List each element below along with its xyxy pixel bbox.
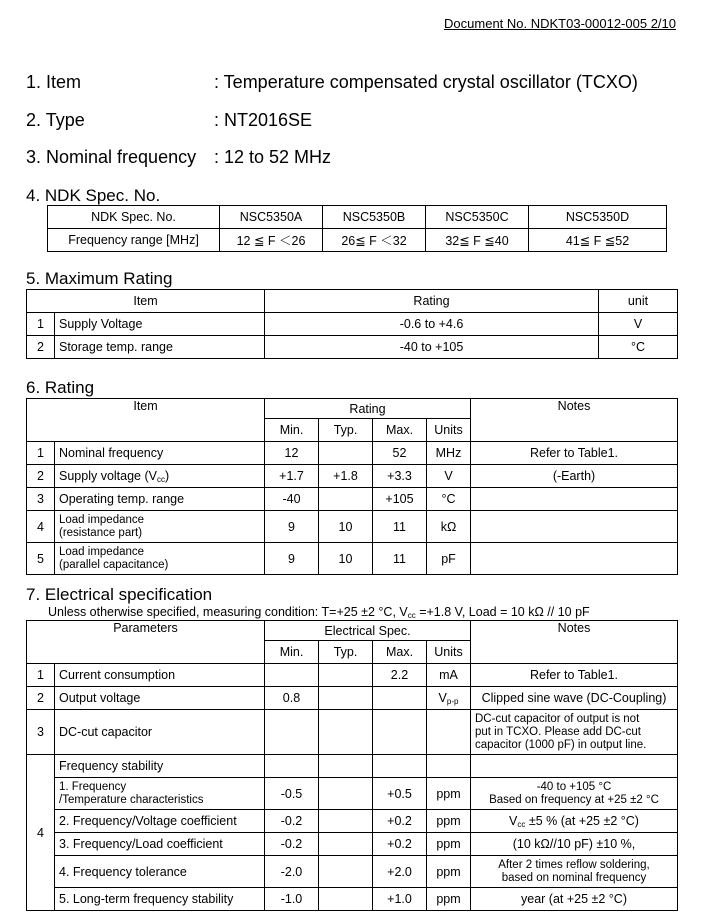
column-header: Max. <box>373 419 427 442</box>
row-max: 2.2 <box>373 664 427 687</box>
row-notes <box>471 778 678 810</box>
range-cell: 26≦ F ＜32 <box>323 229 426 252</box>
table-row <box>27 290 678 313</box>
range-cell: 41≦ F ≦52 <box>529 229 667 252</box>
table-row <box>27 442 678 465</box>
row-notes <box>471 543 678 575</box>
row-min <box>265 664 319 687</box>
row-min: -1.0 <box>265 888 319 911</box>
condition-subscript: cc <box>407 611 416 620</box>
table-row <box>27 336 678 359</box>
row-typ <box>319 664 373 687</box>
row-units: ppm <box>427 833 471 856</box>
row-units: V <box>427 465 471 488</box>
table-row <box>27 833 678 856</box>
row-units: kΩ <box>427 511 471 543</box>
row-notes: (-Earth) <box>471 465 678 488</box>
notes-line: based on nominal frequency <box>501 871 647 884</box>
row-number: 1 <box>27 442 55 465</box>
row-min: 9 <box>265 543 319 575</box>
row-min: 12 <box>265 442 319 465</box>
column-header: Units <box>427 641 471 664</box>
units-text: V <box>438 690 447 705</box>
item-text: Supply voltage (V <box>59 468 157 483</box>
units-subscript: p-p <box>446 696 459 706</box>
column-header: Electrical Spec. <box>265 621 471 641</box>
row-typ <box>319 888 373 911</box>
row-param: 5. Long-term frequency stability <box>55 888 265 911</box>
row-max: 11 <box>373 543 427 575</box>
item-tail: ) <box>164 468 170 483</box>
row-notes <box>471 856 678 888</box>
row-typ: 10 <box>319 543 373 575</box>
row-units: ppm <box>427 856 471 888</box>
nominal-frequency-label: 3. Nominal frequency <box>26 147 197 167</box>
spec-no-heading: 4. NDK Spec. No. <box>26 186 161 205</box>
empty-cell <box>373 710 427 755</box>
row-max: +2.0 <box>373 856 427 888</box>
table-row <box>27 856 678 888</box>
rating-table <box>26 398 678 575</box>
item-subscript: cc <box>156 474 165 484</box>
empty-cell <box>319 710 373 755</box>
electrical-spec-table <box>26 620 678 911</box>
table-row <box>27 778 678 810</box>
spec-cell: NSC5350D <box>529 206 667 229</box>
row-typ <box>319 810 373 833</box>
elec-heading: 7. Electrical specification <box>26 585 213 604</box>
range-cell: 32≦ F ≦40 <box>426 229 529 252</box>
frequency-range-label: Frequency range [MHz] <box>48 229 220 252</box>
table-row <box>27 710 678 755</box>
row-unit: °C <box>599 336 678 359</box>
row-max <box>373 687 427 710</box>
row-param: 4. Frequency tolerance <box>55 856 265 888</box>
empty-cell <box>471 755 678 778</box>
row-units: MHz <box>427 442 471 465</box>
table-row <box>27 687 678 710</box>
table-row <box>27 465 678 488</box>
row-typ <box>319 778 373 810</box>
column-header: Notes <box>471 621 678 664</box>
notes-line: put in TCXO. Please add DC-cut <box>475 725 641 738</box>
condition-text: Unless otherwise specified, measuring condition: T=+25 ±2 °C, V <box>48 605 408 619</box>
row-min: -0.2 <box>265 810 319 833</box>
row-number: 1 <box>27 313 55 336</box>
row-number: 5 <box>27 543 55 575</box>
row-units <box>427 687 471 710</box>
row-typ: +1.8 <box>319 465 373 488</box>
table-row <box>27 755 678 778</box>
rating-heading: 6. Rating <box>26 378 95 397</box>
row-typ <box>319 856 373 888</box>
table-row <box>27 399 678 419</box>
row-notes: Refer to Table1. <box>471 442 678 465</box>
column-header: unit <box>599 290 678 313</box>
row-min: 9 <box>265 511 319 543</box>
notes-line: Based on frequency at +25 ±2 °C <box>489 793 659 806</box>
nominal-frequency-value: : 12 to 52 MHz <box>214 147 332 167</box>
row-min: -40 <box>265 488 319 511</box>
column-header: Typ. <box>319 419 373 442</box>
row-notes <box>471 710 678 755</box>
row-units: °C <box>427 488 471 511</box>
column-header: Min. <box>265 419 319 442</box>
column-header: Rating <box>265 290 599 313</box>
item-line: Load impedance <box>59 513 145 526</box>
row-typ <box>319 442 373 465</box>
spec-cell: NSC5350C <box>426 206 529 229</box>
row-max: +1.0 <box>373 888 427 911</box>
notes-subscript: cc <box>517 819 526 829</box>
row-param: 3. Frequency/Load coefficient <box>55 833 265 856</box>
row-typ <box>319 687 373 710</box>
row-number: 3 <box>27 488 55 511</box>
row-rating: -40 to +105 <box>265 336 599 359</box>
row-item: Supply Voltage <box>55 313 265 336</box>
row-param: Current consumption <box>55 664 265 687</box>
table-row <box>27 810 678 833</box>
row-unit: V <box>599 313 678 336</box>
item-line: Load impedance <box>59 545 145 558</box>
row-units: ppm <box>427 810 471 833</box>
notes-text: V <box>509 813 518 828</box>
row-param: 2. Frequency/Voltage coefficient <box>55 810 265 833</box>
table-row <box>48 229 667 252</box>
row-units: pF <box>427 543 471 575</box>
empty-cell <box>319 755 373 778</box>
row-param: Output voltage <box>55 687 265 710</box>
row-units: ppm <box>427 778 471 810</box>
notes-text: ±5 % (at +25 ±2 °C) <box>525 813 639 828</box>
row-notes: year (at +25 ±2 °C) <box>471 888 678 911</box>
row-item: Nominal frequency <box>55 442 265 465</box>
row-param: DC-cut capacitor <box>55 710 265 755</box>
row-number: 2 <box>27 687 55 710</box>
row-min: -0.2 <box>265 833 319 856</box>
empty-cell <box>373 755 427 778</box>
column-header: Max. <box>373 641 427 664</box>
row-min: -0.5 <box>265 778 319 810</box>
row-min: +1.7 <box>265 465 319 488</box>
row-number: 2 <box>27 465 55 488</box>
row-max: +0.2 <box>373 833 427 856</box>
item-line: (resistance part) <box>59 526 143 539</box>
column-header: Units <box>427 419 471 442</box>
row-item: Operating temp. range <box>55 488 265 511</box>
row-max: +0.5 <box>373 778 427 810</box>
type-label: 2. Type <box>26 110 85 130</box>
row-units: ppm <box>427 888 471 911</box>
column-header: Notes <box>471 399 678 442</box>
column-header: Parameters <box>27 621 265 664</box>
table-row <box>27 543 678 575</box>
notes-line: capacitor (1000 pF) in output line. <box>475 738 647 751</box>
param-line: 1. Frequency <box>59 780 127 793</box>
param-line: /Temperature characteristics <box>59 793 204 806</box>
item-line: (parallel capacitance) <box>59 558 169 571</box>
row-max: 11 <box>373 511 427 543</box>
row-item <box>55 543 265 575</box>
row-rating: -0.6 to +4.6 <box>265 313 599 336</box>
table-row <box>27 664 678 687</box>
empty-cell <box>265 755 319 778</box>
row-max: +3.3 <box>373 465 427 488</box>
row-number: 1 <box>27 664 55 687</box>
column-header: Item <box>27 399 265 442</box>
empty-cell <box>265 710 319 755</box>
spec-cell: NSC5350A <box>220 206 323 229</box>
notes-line: -40 to +105 °C <box>536 780 612 793</box>
spec-no-row-label: NDK Spec. No. <box>48 206 220 229</box>
spec-no-table <box>47 205 667 252</box>
max-rating-heading: 5. Maximum Rating <box>26 269 173 288</box>
measuring-condition <box>48 605 590 620</box>
row-number: 4 <box>27 511 55 543</box>
condition-text: =+1.8 V, Load = 10 kΩ // 10 pF <box>415 605 590 619</box>
row-number: 3 <box>27 710 55 755</box>
row-notes: Refer to Table1. <box>471 664 678 687</box>
document-number: Document No. NDKT03-00012-005 2/10 <box>444 16 676 31</box>
table-row <box>27 621 678 641</box>
spec-cell: NSC5350B <box>323 206 426 229</box>
row-min: 0.8 <box>265 687 319 710</box>
row-units: mA <box>427 664 471 687</box>
empty-cell <box>427 710 471 755</box>
group-label: Frequency stability <box>55 755 265 778</box>
column-header: Rating <box>265 399 471 419</box>
table-row <box>27 511 678 543</box>
row-max: +105 <box>373 488 427 511</box>
row-notes <box>471 511 678 543</box>
row-notes: (10 kΩ//10 pF) ±10 %, <box>471 833 678 856</box>
row-number: 4 <box>27 755 55 911</box>
row-typ: 10 <box>319 511 373 543</box>
empty-cell <box>427 755 471 778</box>
range-cell: 12 ≦ F ＜26 <box>220 229 323 252</box>
type-value: : NT2016SE <box>214 110 313 130</box>
row-item: Storage temp. range <box>55 336 265 359</box>
column-header: Item <box>27 290 265 313</box>
row-param <box>55 778 265 810</box>
row-notes <box>471 810 678 833</box>
table-row <box>27 313 678 336</box>
notes-line: DC-cut capacitor of output is not <box>475 712 640 725</box>
table-row <box>27 488 678 511</box>
row-min: -2.0 <box>265 856 319 888</box>
row-max: 52 <box>373 442 427 465</box>
row-typ <box>319 833 373 856</box>
item-label: 1. Item <box>26 72 82 92</box>
row-item <box>55 511 265 543</box>
row-item <box>55 465 265 488</box>
row-max: +0.2 <box>373 810 427 833</box>
column-header: Min. <box>265 641 319 664</box>
row-number: 2 <box>27 336 55 359</box>
row-notes <box>471 488 678 511</box>
notes-line: After 2 times reflow soldering, <box>498 858 650 871</box>
item-value: : Temperature compensated crystal oscillator (TCXO) <box>214 72 638 92</box>
row-typ <box>319 488 373 511</box>
max-rating-table <box>26 289 678 359</box>
table-row <box>27 888 678 911</box>
row-notes: Clipped sine wave (DC-Coupling) <box>471 687 678 710</box>
column-header: Typ. <box>319 641 373 664</box>
table-row <box>48 206 667 229</box>
